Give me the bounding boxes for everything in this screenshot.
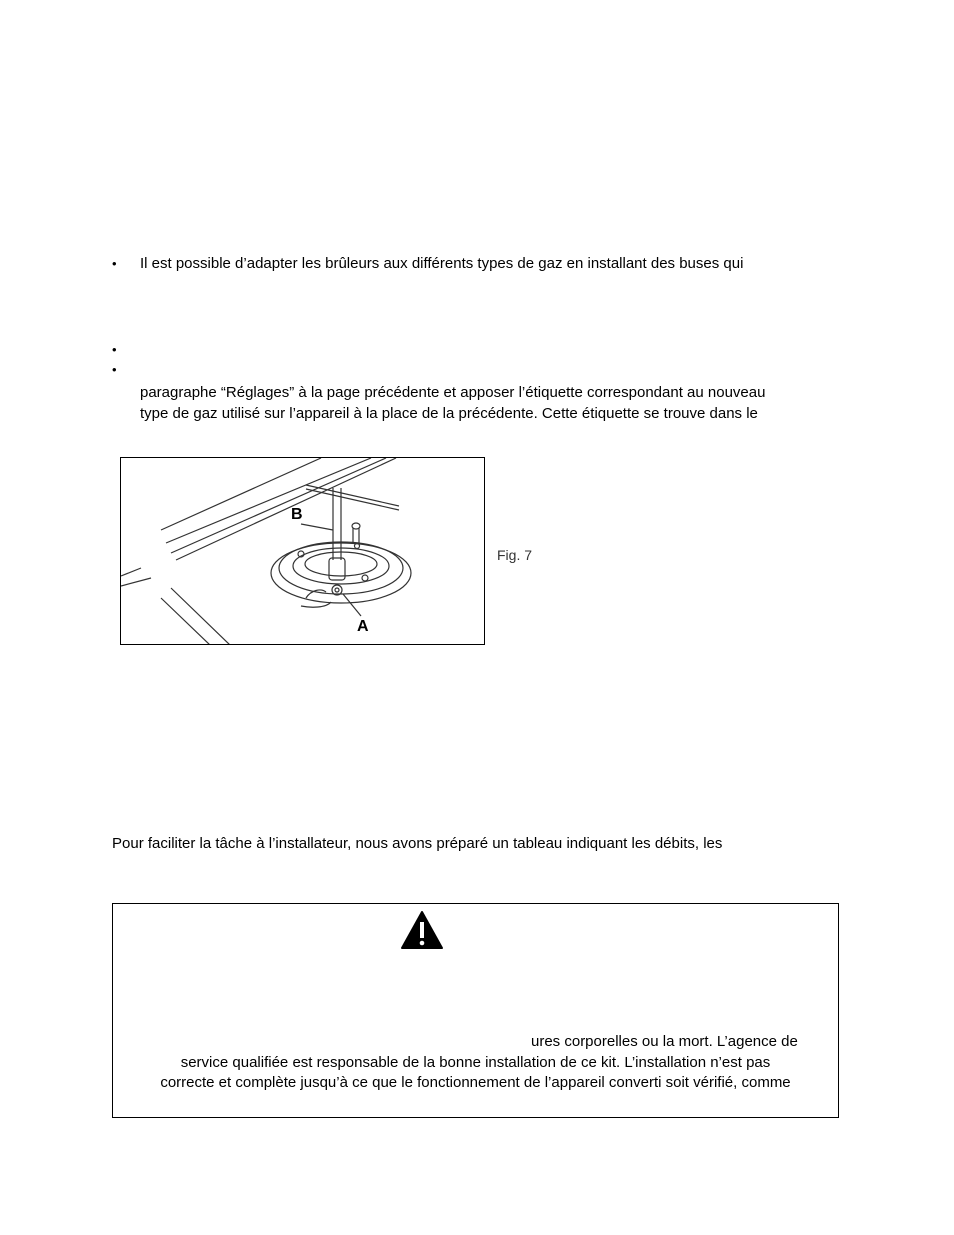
warning-line: correcte et complète jusqu’à ce que le fonctionnement de l’appareil converti soit vérifié, comme <box>160 1074 791 1091</box>
figure-caption: Fig. 7 <box>497 547 533 563</box>
figure-label-a: A <box>357 618 369 635</box>
paragraph-line: Pour faciliter la tâche à l’installateur, nous avons préparé un tableau indiquant les débits, les <box>112 835 723 852</box>
figure-label-b: B <box>291 506 303 523</box>
burner-nozzle-drawing <box>121 458 485 645</box>
bullet-marker: • <box>112 342 117 357</box>
warning-triangle-icon <box>400 910 444 950</box>
warning-line: service qualifiée est responsable de la bonne installation de ce kit. L’installation n’est pas <box>180 1054 771 1071</box>
continuation-line: paragraphe “Réglages” à la page précédente et apposer l’étiquette correspondant au nouveau <box>140 384 766 401</box>
bullet-marker: • <box>112 256 117 271</box>
bullet-marker: • <box>112 362 117 377</box>
continuation-line: type de gaz utilisé sur l’appareil à la place de la précédente. Cette étiquette se trouve dans le <box>140 405 758 422</box>
warning-line: ures corporelles ou la mort. L’agence de <box>531 1033 798 1050</box>
figure-7-illustration <box>120 457 485 645</box>
bullet-text: Il est possible d’adapter les brûleurs aux différents types de gaz en installant des buses qui <box>140 255 744 272</box>
